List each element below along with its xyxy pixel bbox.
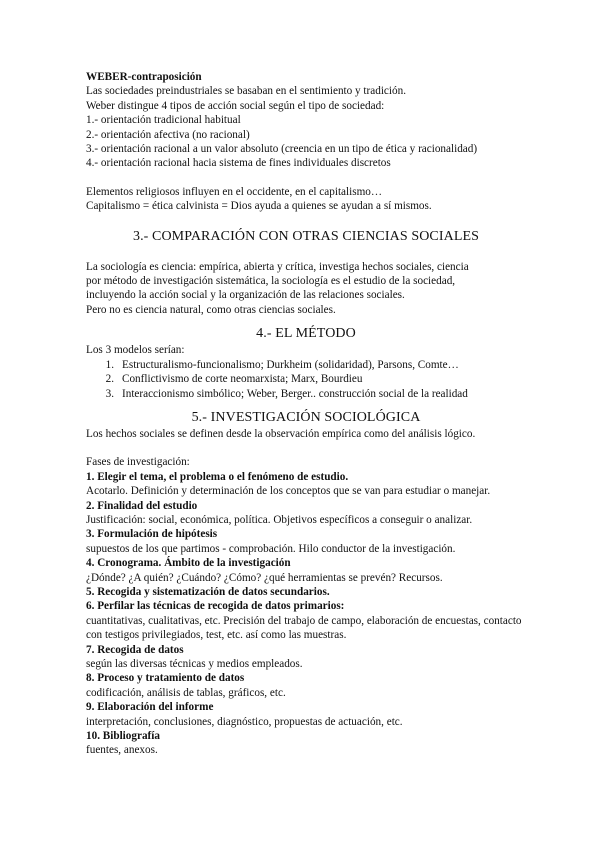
list-item: 3. Interaccionismo simbólico; Weber, Berger.. construcción social de la realidad: [105, 387, 468, 400]
list-item: 2.- orientación afectiva (no racional): [86, 128, 250, 141]
phase-title: 5. Recogida y sistematización de datos secundarios.: [86, 585, 330, 598]
list-item: 1. Estructuralismo-funcionalismo; Durkheim (solidaridad), Parsons, Comte…: [105, 358, 459, 371]
phase-text: según las diversas técnicas y medios empleados.: [86, 658, 303, 670]
list-item: 2. Conflictivismo de corte neomarxista; Marx, Bourdieu: [105, 373, 363, 386]
section-4-title: 4.- EL MÉTODO: [256, 326, 356, 342]
text-line: Los hechos sociales se definen desde la observación empírica como del análisis lógico.: [86, 427, 476, 440]
text-line: Weber distingue 4 tipos de acción social según el tipo de sociedad:: [86, 99, 385, 112]
phase-title: 4. Cronograma. Ámbito de la investigación: [86, 557, 291, 570]
phase-title: 2. Finalidad del estudio: [86, 499, 198, 512]
weber-heading: WEBER-contraposición: [86, 71, 202, 83]
phase-title: 1. Elegir el tema, el problema o el fenómeno de estudio.: [86, 470, 349, 483]
phase-text: supuestos de los que partimos - comprobación. Hilo conductor de la investigación.: [86, 542, 456, 555]
list-item: 1.- orientación tradicional habitual: [86, 114, 241, 127]
phases-label: Fases de investigación:: [86, 456, 190, 469]
document-page: [86, 70, 526, 758]
phase-text: ¿Dónde? ¿A quién? ¿Cuándo? ¿Cómo? ¿qué herramientas se prevén? Recursos.: [86, 571, 443, 584]
text-line: Pero no es ciencia natural, como otras ciencias sociales.: [86, 303, 336, 316]
phase-text: cuantitativas, cualitativas, etc. Precisión del trabajo de campo, elaboración de encuestas, contacto con testigos privilegiados, test, etc. así como las muestras.: [86, 614, 522, 642]
text-line: Las sociedades preindustriales se basaban en el sentimiento y tradición.: [86, 85, 406, 98]
phase-title: 7. Recogida de datos: [86, 643, 184, 656]
models-list: [86, 358, 526, 401]
section-3-title: 3.- COMPARACIÓN CON OTRAS CIENCIAS SOCIALES: [132, 228, 480, 244]
text-line: Elementos religiosos influyen en el occidente, en el capitalismo…: [86, 185, 383, 198]
phase-title: 10. Bibliografía: [86, 730, 160, 743]
section-5-title: 5.- INVESTIGACIÓN SOCIOLÓGICA: [191, 409, 421, 425]
phase-text: codificación, análisis de tablas, gráficos, etc.: [86, 686, 286, 699]
text-line: La sociología es ciencia: empírica, abierta y crítica, investiga hechos sociales, ciencia: [86, 260, 469, 273]
text-line: incluyendo la acción social y la organización de las relaciones sociales.: [86, 289, 405, 302]
phase-title: 9. Elaboración del informe: [86, 701, 214, 714]
text-line: Los 3 modelos serían:: [86, 344, 185, 357]
text-line: por método de investigación sistemática, la sociología es el estudio de la sociedad,: [86, 275, 456, 288]
phase-text: Acotarlo. Definición y determinación de los conceptos que se van para estudiar o manejar.: [86, 485, 491, 498]
list-item: 4.- orientación racional hacia sistema de fines individuales discretos: [86, 157, 391, 170]
phase-title: 6. Perfilar las técnicas de recogida de datos primarios:: [86, 600, 345, 613]
phase-title: 8. Proceso y tratamiento de datos: [86, 672, 245, 685]
phase-text: fuentes, anexos.: [86, 744, 158, 757]
phase-text: Justificación: social, económica, política. Objetivos específicos a conseguir o analizar.: [86, 513, 473, 526]
phase-title: 3. Formulación de hipótesis: [86, 528, 218, 541]
text-line: Capitalismo = ética calvinista = Dios ayuda a quienes se ayudan a sí mismos.: [86, 200, 432, 213]
phase-text: interpretación, conclusiones, diagnóstico, propuestas de actuación, etc.: [86, 715, 403, 728]
list-item: 3.- orientación racional a un valor absoluto (creencia en un tipo de ética y racionalidad): [86, 143, 478, 156]
